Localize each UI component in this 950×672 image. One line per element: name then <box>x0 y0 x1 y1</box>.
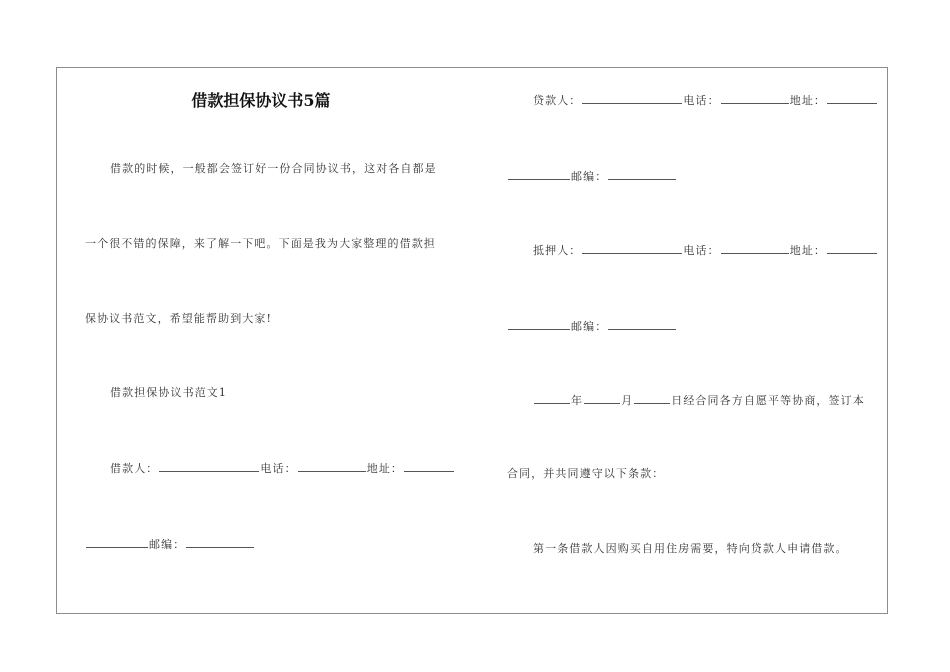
lender-label: 贷款人： <box>533 94 582 107</box>
lender-postcode-blank[interactable] <box>608 168 676 180</box>
lender-address-blank[interactable] <box>827 92 877 104</box>
borrower-postcode-label: 邮编： <box>149 538 186 551</box>
mortgagor-postcode-blank[interactable] <box>608 318 676 330</box>
mortgagor-label: 抵押人： <box>533 244 582 257</box>
intro-line-3: 保协议书范文，希望能帮助到大家! <box>85 312 273 325</box>
month-label: 月 <box>621 394 634 407</box>
borrower-address-label: 地址： <box>366 462 404 475</box>
intro-line-1: 借款的时候，一般都会签订好一份合同协议书，这对各自都是 <box>110 162 437 175</box>
lender-blank[interactable] <box>582 92 682 104</box>
mortgagor-address-cont-blank[interactable] <box>508 318 570 330</box>
lender-postcode-label: 邮编： <box>571 170 608 183</box>
day-blank[interactable] <box>634 392 670 404</box>
lender-phone-blank[interactable] <box>721 92 789 104</box>
borrower-postcode-line <box>85 536 255 552</box>
lender-address-label: 地址： <box>789 94 827 107</box>
mortgagor-blank[interactable] <box>582 242 682 254</box>
borrower-postcode-blank[interactable] <box>186 536 254 548</box>
year-blank[interactable] <box>534 392 570 404</box>
borrower-address-blank[interactable] <box>404 460 454 472</box>
lender-address-cont-blank[interactable] <box>508 168 570 180</box>
mortgagor-address-blank[interactable] <box>827 242 877 254</box>
clause-continuation: 合同，并共同遵守以下条款： <box>507 467 665 480</box>
lender-line <box>533 92 878 108</box>
mortgagor-postcode-label: 邮编： <box>571 320 608 333</box>
mortgagor-address-label: 地址： <box>789 244 827 257</box>
document-title: 借款担保协议书5篇 <box>191 91 331 110</box>
borrower-line <box>110 460 455 476</box>
year-label: 年 <box>571 394 584 407</box>
lender-phone-label: 电话： <box>683 94 720 107</box>
borrower-blank[interactable] <box>159 460 259 472</box>
date-clause-line <box>533 392 865 408</box>
mortgagor-line <box>533 242 878 258</box>
document-frame <box>56 67 888 614</box>
borrower-phone-blank[interactable] <box>298 460 366 472</box>
mortgagor-postcode-line <box>507 318 677 334</box>
intro-line-2: 一个很不错的保障，来了解一下吧。下面是我为大家整理的借款担 <box>85 237 436 250</box>
borrower-label: 借款人： <box>110 462 159 475</box>
day-clause: 日经合同各方自愿平等协商，签订本 <box>671 394 865 407</box>
lender-postcode-line <box>507 168 677 184</box>
borrower-address-cont-blank[interactable] <box>86 536 148 548</box>
mortgagor-phone-label: 电话： <box>683 244 720 257</box>
month-blank[interactable] <box>584 392 620 404</box>
article-1: 第一条借款人因购买自用住房需要，特向贷款人申请借款。 <box>533 542 848 555</box>
borrower-phone-label: 电话： <box>260 462 297 475</box>
section-heading: 借款担保协议书范文1 <box>110 386 227 399</box>
mortgagor-phone-blank[interactable] <box>721 242 789 254</box>
